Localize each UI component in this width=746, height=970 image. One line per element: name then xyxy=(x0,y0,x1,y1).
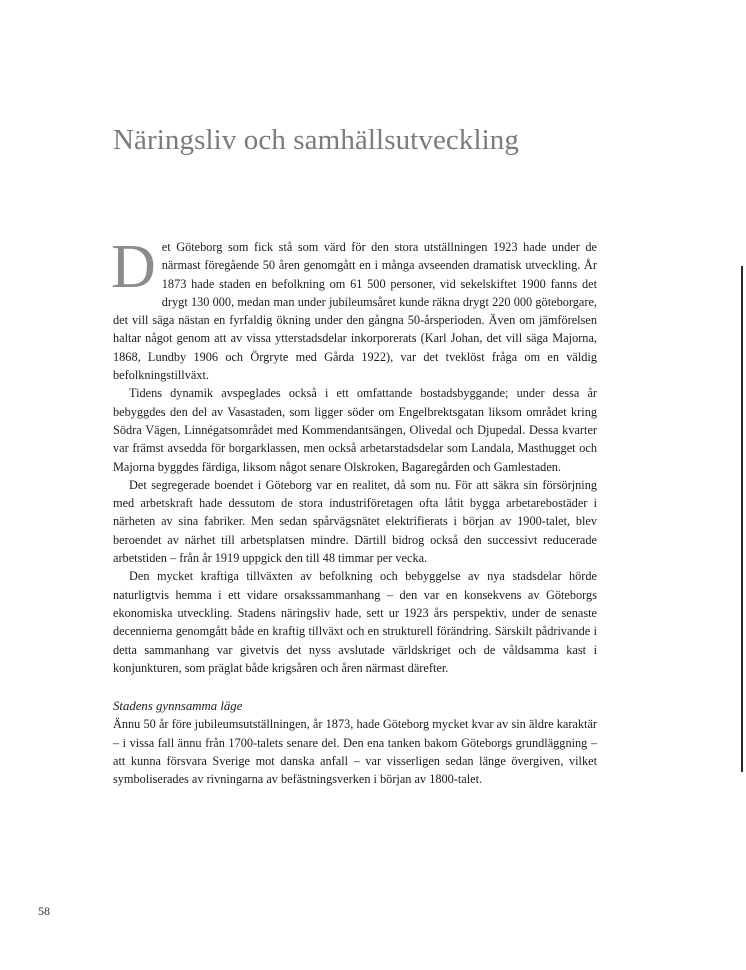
chapter-title: Näringsliv och samhällsutveckling xyxy=(113,124,520,156)
paragraph-1 xyxy=(111,233,597,384)
section-subheading: Stadens gynnsamma läge xyxy=(113,699,243,714)
article-body xyxy=(111,233,597,789)
paragraph-2: Tidens dynamik avspeglades också i ett omfattande bostadsbyggande; under dessa år bebyggdes den del av Vasastaden, som ligger söder om Engelbrektsgatan liksom området kring Södra Vägen, Linnégatsområdet med Kommendantsängen, Olivedal och Djupedal. Dessa kvarter var främst avsedda för borgarklassen, men också arbetarstadsdelar som Landala, Masthugget och Majorna byggdes färdiga, liksom något senare Olskroken, Bagaregården och Gamlestaden. xyxy=(113,386,597,474)
page-number: 58 xyxy=(38,904,50,918)
paragraph-1-text: et Göteborg som fick stå som värd för den stora utställningen 1923 hade under de närmast föregående 50 åren genomgått en i många avseenden dramatisk utveckling. År 1873 hade staden en befolkning om 61 500 personer, vid sekelskiftet 1900 fanns det drygt 130 000, medan man under jubileumsåret kunde räkna drygt 220 000 göteborgare, det vill säga nästan en fyrfaldig ökning under den gångna 50-årsperioden. Även om jämförelsen haltar något genom att av vissa ytterstadsdelar inkorporerats (Karl Johan, det vill säga Majorna, 1868, Lundby 1906 och Örgryte med Gårda 1922), var det tveklöst fråga om en väldig befolkningstillväxt. xyxy=(113,240,597,383)
drop-cap: D xyxy=(111,233,156,301)
margin-rule xyxy=(741,266,743,772)
paragraph-5: Ännu 50 år före jubileumsutställningen, år 1873, hade Göteborg mycket kvar av sin äldre karaktär – i vissa fall ännu från 1700-talets senare del. Den ena tanken bakom Göteborgs grundläggning – att kunna försvara Sverige mot danska anfall – var visserligen sedan länge övergiven, vilket symboliserades av rivningarna av befästningsverken i början av 1800-talet. xyxy=(113,717,597,787)
paragraph-3: Det segregerade boendet i Göteborg var en realitet, då som nu. För att säkra sin försörjning med arbetskraft hade dessutom de stora industriföretagen ofta låtit bygga arbetarebostäder i närheten av sina fabriker. Men sedan spårvägsnätet elektrifierats i början av 1900-talet, blev beroendet av närhet till arbetsplatsen mindre. Därtill bidrog också den successivt reducerade arbetstiden – från år 1919 uppgick den till 48 timmar per vecka. xyxy=(113,477,597,566)
paragraph-4: Den mycket kraftiga tillväxten av befolkning och bebyggelse av nya stadsdelar hörde naturligtvis hemma i ett vidare orsakssammanhang – den var en konsekvens av Göteborgs ekonomiska utveckling. Stadens näringsliv hade, sett ur 1923 års perspektiv, under de senaste decennierna genomgått både en kraftig tillväxt och en strukturell förändring. Särskilt pådrivande i detta sammanhang var givetvis det nyss avslutade världskriget och de våldsamma kast i konjunkturen, som präglat både krigsåren och åren närmast därefter. xyxy=(113,569,597,675)
